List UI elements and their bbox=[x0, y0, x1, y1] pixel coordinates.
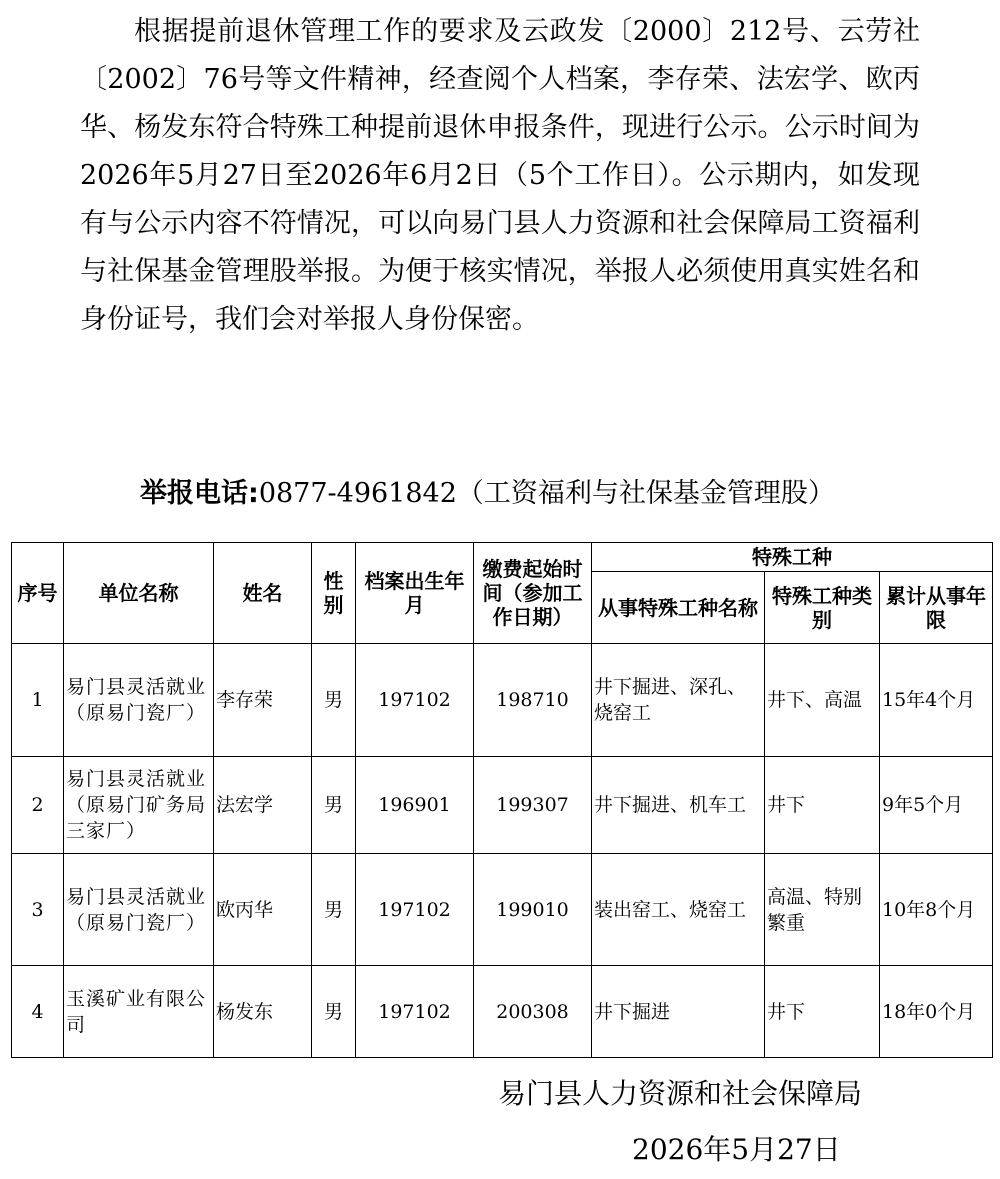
cell-seq: 2 bbox=[12, 757, 64, 854]
header-job-name: 从事特殊工种名称 bbox=[592, 572, 765, 644]
retirement-table bbox=[11, 542, 993, 1058]
signature-org: 易门县人力资源和社会保障局 bbox=[498, 1077, 863, 1110]
cell-years: 18年0个月 bbox=[880, 966, 993, 1058]
hotline-label: 举报电话: bbox=[140, 478, 259, 509]
hotline-line bbox=[140, 472, 835, 516]
cell-job-name: 装出窑工、烧窑工 bbox=[592, 854, 765, 966]
signature-date: 2026年5月27日 bbox=[632, 1133, 841, 1166]
cell-name: 杨发东 bbox=[214, 966, 312, 1058]
cell-start: 199307 bbox=[474, 757, 592, 854]
cell-birth: 196901 bbox=[356, 757, 474, 854]
cell-birth: 197102 bbox=[356, 644, 474, 757]
header-birth: 档案出生年月 bbox=[356, 543, 474, 644]
cell-seq: 4 bbox=[12, 966, 64, 1058]
cell-gender: 男 bbox=[312, 966, 356, 1058]
header-start: 缴费起始时间（参加工作日期） bbox=[474, 543, 592, 644]
header-name: 姓名 bbox=[214, 543, 312, 644]
notice-paragraph: 根据提前退休管理工作的要求及云政发〔2000〕212号、云劳社〔2002〕76号等文件精神，经查阅个人档案，李存荣、法宏学、欧丙华、杨发东符合特殊工种提前退休申报条件，现进行公示。公示时间为2026年5月27日至2026年6月2日（5个工作日）。公示期内，如发现有与公示内容不符情况，可以向易门县人力资源和社会保障局工资福利与社保基金管理股举报。为便于核实情况，举报人必须使用真实姓名和身份证号，我们会对举报人身份保密。 bbox=[80, 16, 920, 335]
cell-job-type: 井下 bbox=[765, 757, 880, 854]
header-seq: 序号 bbox=[12, 543, 64, 644]
cell-years: 10年8个月 bbox=[880, 854, 993, 966]
header-job-type: 特殊工种类别 bbox=[765, 572, 880, 644]
table-row bbox=[12, 854, 993, 966]
cell-job-type: 井下、高温 bbox=[765, 644, 880, 757]
cell-name: 李存荣 bbox=[214, 644, 312, 757]
cell-job-name: 井下掘进、机车工 bbox=[592, 757, 765, 854]
cell-gender: 男 bbox=[312, 854, 356, 966]
cell-years: 9年5个月 bbox=[880, 757, 993, 854]
cell-years: 15年4个月 bbox=[880, 644, 993, 757]
cell-name: 欧丙华 bbox=[214, 854, 312, 966]
cell-unit: 易门县灵活就业（原易门瓷厂） bbox=[64, 854, 214, 966]
cell-name: 法宏学 bbox=[214, 757, 312, 854]
cell-job-name: 井下掘进、深孔、烧窑工 bbox=[592, 644, 765, 757]
table-row bbox=[12, 966, 993, 1058]
cell-seq: 1 bbox=[12, 644, 64, 757]
cell-job-type: 井下 bbox=[765, 966, 880, 1058]
cell-unit: 玉溪矿业有限公司 bbox=[64, 966, 214, 1058]
cell-gender: 男 bbox=[312, 757, 356, 854]
cell-start: 199010 bbox=[474, 854, 592, 966]
cell-job-type: 高温、特别繁重 bbox=[765, 854, 880, 966]
hotline-value: 0877-4961842（工资福利与社保基金管理股） bbox=[258, 478, 835, 509]
header-unit: 单位名称 bbox=[64, 543, 214, 644]
table-row bbox=[12, 644, 993, 757]
cell-birth: 197102 bbox=[356, 966, 474, 1058]
cell-job-name: 井下掘进 bbox=[592, 966, 765, 1058]
cell-birth: 197102 bbox=[356, 854, 474, 966]
cell-unit: 易门县灵活就业（原易门瓷厂） bbox=[64, 644, 214, 757]
cell-start: 198710 bbox=[474, 644, 592, 757]
header-special-group: 特殊工种 bbox=[592, 543, 993, 572]
cell-gender: 男 bbox=[312, 644, 356, 757]
header-gender: 性别 bbox=[312, 543, 356, 644]
cell-seq: 3 bbox=[12, 854, 64, 966]
cell-unit: 易门县灵活就业（原易门矿务局三家厂） bbox=[64, 757, 214, 854]
cell-start: 200308 bbox=[474, 966, 592, 1058]
table-row bbox=[12, 757, 993, 854]
header-years: 累计从事年限 bbox=[880, 572, 993, 644]
